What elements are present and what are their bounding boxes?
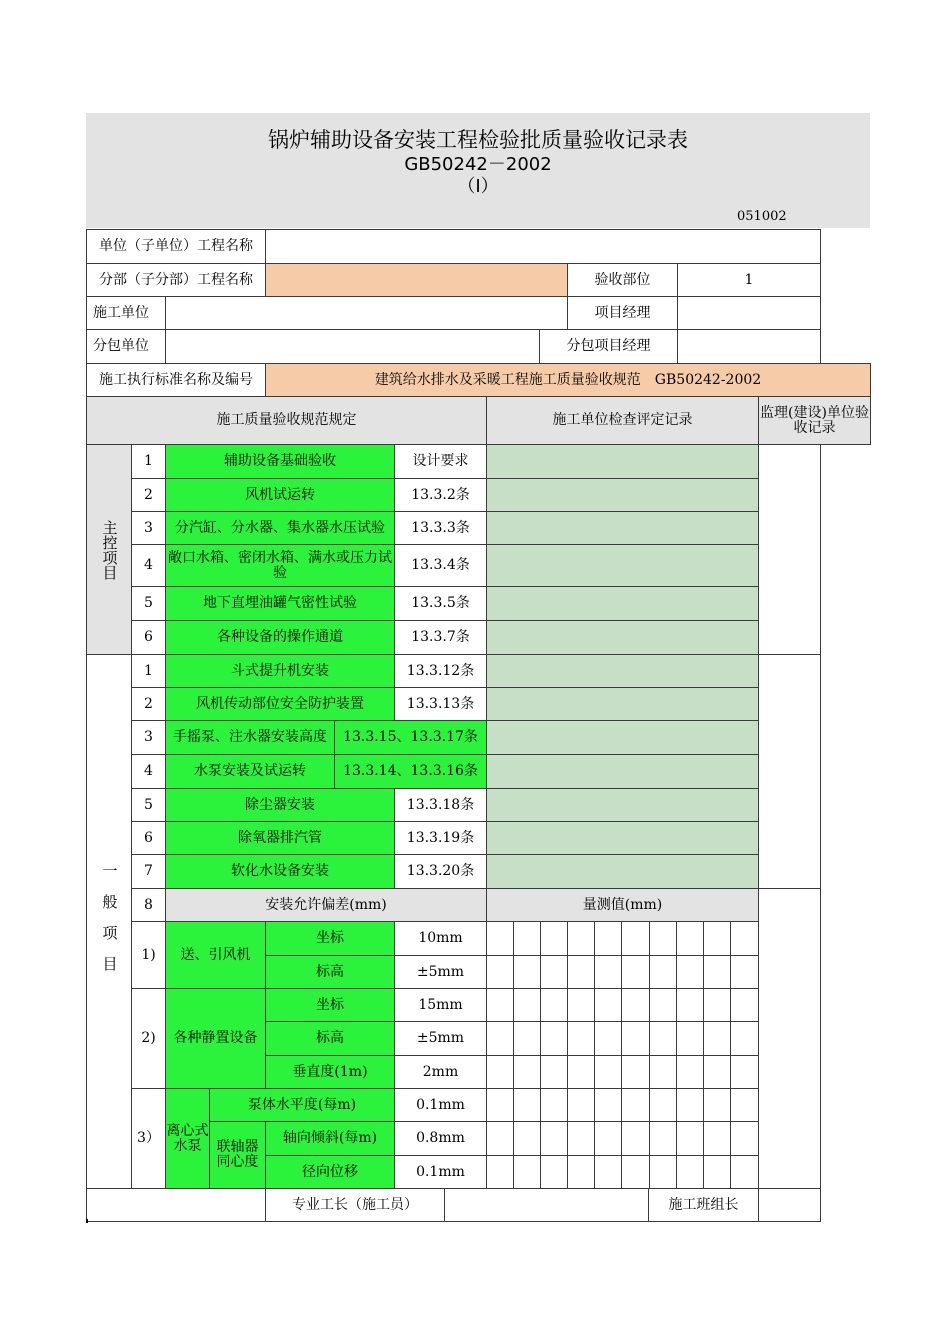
group-name: 离心式水泵 [165, 1088, 210, 1189]
check-record[interactable] [486, 620, 759, 655]
standard-value: 建筑给水排水及采暖工程施工质量验收规范 GB50242-2002 [265, 363, 871, 397]
supervisor-record[interactable] [758, 888, 821, 1189]
unit-project-label: 单位（子单位）工程名称 [86, 229, 266, 264]
measure-value[interactable] [703, 1055, 731, 1089]
item-name: 手摇泵、注水器安装高度 [165, 720, 335, 755]
measure-value[interactable] [594, 1088, 622, 1122]
sub-project-label: 分部（子分部）工程名称 [86, 263, 266, 297]
general-vertical: 一般项目 [100, 863, 119, 987]
sub-pm-field[interactable] [677, 329, 821, 364]
measure-value[interactable] [703, 988, 731, 1022]
tolerance-value: 10mm [394, 921, 487, 956]
measure-value[interactable] [540, 988, 568, 1022]
measure-value[interactable] [649, 1055, 677, 1089]
item-name: 斗式提升机安装 [165, 654, 395, 688]
measure-value[interactable] [567, 1055, 595, 1089]
measure-value[interactable] [513, 955, 541, 989]
clause-ref: 13.3.2条 [394, 478, 487, 512]
check-item: 垂直度(1m) [265, 1055, 395, 1089]
measure-value[interactable] [513, 921, 541, 956]
measure-value[interactable] [676, 955, 704, 989]
check-record[interactable] [486, 478, 759, 512]
measure-value[interactable] [486, 1088, 514, 1122]
measure-value[interactable] [676, 1055, 704, 1089]
supervisor-record[interactable] [758, 654, 821, 889]
measure-value[interactable] [486, 921, 514, 956]
measure-value[interactable] [594, 988, 622, 1022]
measure-value[interactable] [703, 921, 731, 956]
measure-value[interactable] [513, 1021, 541, 1056]
measure-value[interactable] [540, 1055, 568, 1089]
tolerance-value: 0.1mm [394, 1155, 487, 1189]
tolerance-value: ±5mm [394, 1021, 487, 1056]
clause-ref: 13.3.4条 [394, 544, 487, 587]
measure-value[interactable] [730, 988, 759, 1022]
item-name: 除氧器排汽管 [165, 821, 395, 855]
check-item: 标高 [265, 1021, 395, 1056]
measure-value[interactable] [676, 1155, 704, 1189]
measure-value[interactable] [621, 955, 650, 989]
check-item: 坐标 [265, 921, 395, 956]
pm-label: 项目经理 [567, 296, 678, 330]
measure-value[interactable] [513, 988, 541, 1022]
check-record[interactable] [486, 586, 759, 621]
measure-value[interactable] [649, 1021, 677, 1056]
item-name: 各种设备的操作通道 [165, 620, 395, 655]
sub-project-field[interactable] [265, 263, 568, 297]
measure-value[interactable] [703, 1121, 731, 1156]
measure-value[interactable] [676, 1021, 704, 1056]
row-number: 5 [131, 586, 166, 621]
row-number: 3 [131, 720, 166, 755]
clause-ref: 13.3.19条 [394, 821, 487, 855]
measure-value[interactable] [649, 1121, 677, 1156]
check-item: 标高 [265, 955, 395, 989]
main-control-vertical: 主控项目 [100, 519, 119, 580]
check-record[interactable] [486, 444, 759, 479]
measure-value[interactable] [540, 1021, 568, 1056]
group-number: 3） [131, 1088, 166, 1189]
item-name: 除尘器安装 [165, 788, 395, 822]
check-record[interactable] [486, 687, 759, 721]
row-number: 7 [131, 854, 166, 889]
clause-ref: 13.3.13条 [394, 687, 487, 721]
measure-value[interactable] [621, 1021, 650, 1056]
measure-value[interactable] [486, 988, 514, 1022]
row-number: 5 [131, 788, 166, 822]
measure-value[interactable] [567, 921, 595, 956]
group-number: 2) [131, 988, 166, 1089]
tolerance-value: 15mm [394, 988, 487, 1022]
measure-value[interactable] [513, 1155, 541, 1189]
group-number: 1) [131, 921, 166, 989]
subcontractor-label: 分包单位 [86, 329, 166, 364]
standard-label: 施工执行标准名称及编号 [86, 363, 266, 397]
measure-value[interactable] [649, 921, 677, 956]
clause-ref: 13.3.20条 [394, 854, 487, 889]
measure-value[interactable] [594, 955, 622, 989]
foreman-field[interactable] [444, 1188, 649, 1222]
measure-value[interactable] [594, 1021, 622, 1056]
form-title: 锅炉辅助设备安装工程检验批质量验收记录表 [268, 128, 688, 152]
measure-value[interactable] [676, 988, 704, 1022]
measure-value[interactable] [621, 1088, 650, 1122]
clause-ref: 设计要求 [394, 444, 487, 479]
accept-part-value[interactable]: 1 [677, 263, 821, 297]
form-code: 051002 [737, 209, 787, 224]
pm-field[interactable] [677, 296, 821, 330]
measure-value[interactable] [567, 1155, 595, 1189]
item-name: 地下直埋油罐气密性试验 [165, 586, 395, 621]
group-name: 送、引风机 [165, 921, 266, 989]
check-record[interactable] [486, 821, 759, 855]
measure-value[interactable] [540, 921, 568, 956]
measure-value[interactable] [621, 1055, 650, 1089]
measure-value[interactable] [540, 1155, 568, 1189]
sub-pm-label: 分包项目经理 [539, 329, 678, 364]
measure-value[interactable] [594, 921, 622, 956]
check-item: 径向位移 [265, 1155, 395, 1189]
check-item: 轴向倾斜(每m) [265, 1121, 395, 1156]
subcontractor-field[interactable] [165, 329, 540, 364]
tolerance-value: 0.8mm [394, 1121, 487, 1156]
check-record[interactable] [486, 511, 759, 545]
contractor-label: 施工单位 [86, 296, 166, 330]
measure-value[interactable] [649, 1155, 677, 1189]
clause-ref: 13.3.15、13.3.17条 [334, 720, 487, 755]
row-number: 1 [131, 654, 166, 688]
item-name: 分汽缸、分水器、集水器水压试验 [165, 511, 395, 545]
measure-value[interactable] [621, 921, 650, 956]
measure-value[interactable] [567, 955, 595, 989]
foreman-label: 专业工长（施工员） [265, 1188, 445, 1222]
check-record[interactable] [486, 788, 759, 822]
contractor-field[interactable] [165, 296, 568, 330]
measure-value[interactable] [486, 1121, 514, 1156]
item-name: 风机传动部位安全防护装置 [165, 687, 395, 721]
measure-value[interactable] [486, 955, 514, 989]
measure-value[interactable] [730, 955, 759, 989]
standard-code: GB50242－2002 [404, 154, 552, 175]
measure-value[interactable] [540, 955, 568, 989]
group-name: 各种静置设备 [165, 988, 266, 1089]
check-header: 施工单位检查评定记录 [486, 396, 759, 445]
row-number: 4 [131, 754, 166, 789]
check-item: 坐标 [265, 988, 395, 1022]
measure-value[interactable] [730, 1055, 759, 1089]
unit-project-field[interactable] [265, 229, 821, 264]
supervisor-record[interactable] [758, 444, 821, 655]
measure-value[interactable] [703, 1021, 731, 1056]
measure-value[interactable] [621, 1121, 650, 1156]
measure-value[interactable] [649, 955, 677, 989]
row-number: 2 [131, 687, 166, 721]
supervisor-header: 监理(建设)单位验收记录 [758, 396, 871, 445]
measure-value[interactable] [486, 1155, 514, 1189]
clause-ref: 13.3.3条 [394, 511, 487, 545]
item-name: 辅助设备基础验收 [165, 444, 395, 479]
team-leader-label: 施工班组长 [648, 1188, 759, 1222]
clause-ref: 13.3.7条 [394, 620, 487, 655]
measure-value[interactable] [567, 988, 595, 1022]
measure-value[interactable] [730, 1121, 759, 1156]
measure-value[interactable] [730, 1088, 759, 1122]
row-number: 3 [131, 511, 166, 545]
measure-value[interactable] [676, 1121, 704, 1156]
check-record[interactable] [486, 654, 759, 688]
row-number: 6 [131, 821, 166, 855]
row-number: 6 [131, 620, 166, 655]
measure-value[interactable] [567, 1021, 595, 1056]
measure-value[interactable] [486, 1055, 514, 1089]
clause-ref: 13.3.12条 [394, 654, 487, 688]
measure-value[interactable] [730, 921, 759, 956]
tolerance-value: ±5mm [394, 955, 487, 989]
item-name: 风机试运转 [165, 478, 395, 512]
table-edge [86, 1219, 88, 1223]
measure-value[interactable] [513, 1121, 541, 1156]
measure-value[interactable] [676, 921, 704, 956]
measure-value[interactable] [703, 1088, 731, 1122]
measure-label: 量测值(mm) [486, 888, 759, 922]
row-number: 2 [131, 478, 166, 512]
team-leader-field[interactable] [758, 1188, 821, 1222]
measure-value[interactable] [594, 1155, 622, 1189]
measure-value[interactable] [513, 1088, 541, 1122]
measure-value[interactable] [594, 1055, 622, 1089]
check-record[interactable] [486, 854, 759, 889]
tolerance-label: 安装允许偏差(mm) [165, 888, 487, 922]
measure-value[interactable] [676, 1088, 704, 1122]
item-name: 敞口水箱、密闭水箱、满水或压力试验 [165, 544, 395, 587]
part-number: （Ⅰ） [457, 176, 499, 197]
tolerance-value: 2mm [394, 1055, 487, 1089]
check-record[interactable] [486, 544, 759, 587]
measure-value[interactable] [730, 1155, 759, 1189]
clause-ref: 13.3.5条 [394, 586, 487, 621]
measure-value[interactable] [540, 1088, 568, 1122]
clause-ref: 13.3.14、13.3.16条 [334, 754, 487, 789]
row-number: 4 [131, 544, 166, 587]
row-number: 8 [131, 888, 166, 922]
measure-value[interactable] [540, 1121, 568, 1156]
item-name: 软化水设备安装 [165, 854, 395, 889]
measure-value[interactable] [513, 1055, 541, 1089]
clause-ref: 13.3.18条 [394, 788, 487, 822]
measure-value[interactable] [703, 955, 731, 989]
item-name: 水泵安装及试运转 [165, 754, 335, 789]
tolerance-value: 0.1mm [394, 1088, 487, 1122]
accept-part-label: 验收部位 [567, 263, 678, 297]
measure-value[interactable] [649, 988, 677, 1022]
measure-value[interactable] [730, 1021, 759, 1056]
measure-value[interactable] [567, 1121, 595, 1156]
subgroup-name: 联轴器同心度 [209, 1121, 266, 1189]
measure-value[interactable] [649, 1088, 677, 1122]
check-record[interactable] [486, 720, 759, 755]
spec-header: 施工质量验收规范规定 [86, 396, 487, 445]
measure-value[interactable] [567, 1088, 595, 1122]
measure-value[interactable] [486, 1021, 514, 1056]
measure-value[interactable] [594, 1121, 622, 1156]
footer-blank [86, 1188, 266, 1222]
measure-value[interactable] [621, 988, 650, 1022]
row-number: 1 [131, 444, 166, 479]
check-record[interactable] [486, 754, 759, 789]
measure-value[interactable] [703, 1155, 731, 1189]
measure-value[interactable] [621, 1155, 650, 1189]
check-item: 泵体水平度(每m) [209, 1088, 395, 1122]
